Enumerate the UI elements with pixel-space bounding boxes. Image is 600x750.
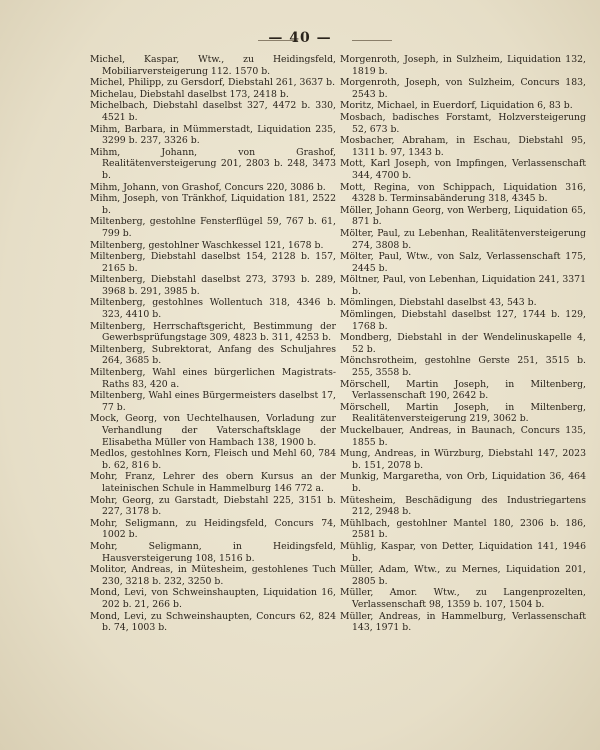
index-entry: Mönchsrotheim, gestohlne Gerste 251, 3515 b. 255, 3558 b. (340, 355, 586, 379)
index-entry: Mihm, Johann, von Grashof, Realitätenversteigerung 201, 2803 b. 248, 3473 b. (90, 146, 336, 181)
index-entry: Möller, Johann Georg, von Werberg, Liquidation 65, 871 b. (340, 204, 586, 228)
index-entry: Mock, Georg, von Uechtelhausen, Vorladung zur Verhandlung der Vaterschaftsklage der Elisabetha Müller von Hambach 138, 1900 b. (90, 413, 336, 448)
index-entry: Michel, Philipp, zu Gersdorf, Diebstahl 261, 3637 b. (90, 77, 336, 89)
index-entry: Miltenberg, Wahl eines Bürgermeisters daselbst 17, 77 b. (90, 390, 336, 413)
index-entry: Morgenroth, Joseph, in Sulzheim, Liquidation 132, 1819 b. (340, 54, 586, 77)
index-entry: Miltenberg, gestohlnes Wollentuch 318, 4346 b. 323, 4410 b. (90, 297, 336, 321)
index-entry: Mölter, Paul, Wtw., von Salz, Verlassenschaft 175, 2445 b. (340, 251, 586, 274)
index-entry: Mütesheim, Beschädigung des Industriegartens 212, 2948 b. (340, 494, 586, 518)
index-entry: Mondberg, Diebstahl in der Wendelinuskapelle 4, 52 b. (340, 332, 586, 355)
index-entry: Mihm, Johann, von Grashof, Concurs 220, 3086 b. (90, 181, 326, 193)
index-entry: Munkig, Margaretha, von Orb, Liquidation 36, 464 b. (340, 471, 586, 494)
index-entry: Möltner, Paul, von Lebenhan, Liquidation 241, 3371 b. (340, 274, 586, 297)
index-entry: Mölter, Paul, zu Lebenhan, Realitätenversteigerung 274, 3808 b. (340, 227, 586, 251)
index-entry: Moritz, Michael, in Euerdorf, Liquidation 6, 83 b. (340, 100, 573, 112)
index-entry: Mohr, Georg, zu Garstadt, Diebstahl 225, 3151 b. 227, 3178 b. (90, 494, 336, 518)
index-entry: Molitor, Andreas, in Mütesheim, gestohlenes Tuch 230, 3218 b. 232, 3250 b. (90, 564, 336, 587)
index-entry: Mömlingen, Diebstahl daselbst 127, 1744 b. 129, 1768 b. (340, 309, 586, 332)
index-entry: Mörschell, Martin Joseph, in Miltenberg, Verlassenschaft 190, 2642 b. (340, 378, 586, 402)
index-entry: Mohr, Seligmann, zu Heidingsfeld, Concurs 74, 1002 b. (90, 517, 336, 541)
index-entry: Muckelbauer, Andreas, in Baunach, Concurs 135, 1855 b. (340, 425, 586, 448)
index-entry: Mott, Karl Joseph, von Impfingen, Verlassenschaft 344, 4700 b. (340, 158, 586, 181)
index-entry: Mott, Regina, von Schippach, Liquidation 316, 4328 b. Terminsabänderung 318, 4345 b. (340, 181, 586, 205)
index-entry: Michel, Kaspar, Wtw., zu Heidingsfeld, Mobiliarversteigerung 112. 1570 b. (90, 54, 336, 77)
index-entry: Mörschell, Martin Joseph, in Miltenberg, Realitätenversteigerung 219, 3062 b. (340, 401, 586, 425)
left-index-column (90, 54, 336, 634)
index-entry: Mömlingen, Diebstahl daselbst 43, 543 b. (340, 297, 537, 309)
index-entry: Michelau, Diebstahl daselbst 173, 2418 b. (90, 88, 289, 100)
index-entry: Mond, Levi, zu Schweinshaupten, Concurs 62, 824 b. 74, 1003 b. (90, 610, 336, 634)
index-entry: Michelbach, Diebstahl daselbst 327, 4472 b. 330, 4521 b. (90, 100, 336, 123)
index-entry: Mosbacher, Abraham, in Eschau, Diebstahl 95, 1311 b. 97, 1343 b. (340, 135, 586, 158)
index-entry: Miltenberg, Subrektorat, Anfang des Schuljahres 264, 3685 b. (90, 343, 336, 367)
index-entry: Miltenberg, Diebstahl daselbst 273, 3793 b. 289, 3968 b. 291, 3985 b. (90, 274, 336, 297)
index-entry: Medlos, gestohlnes Korn, Fleisch und Mehl 60, 784 b. 62, 816 b. (90, 448, 336, 471)
index-entry: Mühlig, Kaspar, von Detter, Liquidation 141, 1946 b. (340, 540, 586, 564)
index-entry: Miltenberg, gestohlne Fensterflügel 59, 767 b. 61, 799 b. (90, 216, 336, 239)
index-entry: Mosbach, badisches Forstamt, Holzversteigerung 52, 673 b. (340, 111, 586, 135)
right-index-column (340, 54, 586, 634)
index-entry: Mihm, Barbara, in Mümmerstadt, Liquidation 235, 3299 b. 237, 3326 b. (90, 123, 336, 147)
index-entry: Mühlbach, gestohlner Mantel 180, 2306 b. 186, 2581 b. (340, 517, 586, 541)
page-number: — 40 — (268, 30, 332, 46)
index-entry: Mohr, Seligmann, in Heidingsfeld, Hausversteigerung 108, 1516 b. (90, 540, 336, 564)
index-entry: Mung, Andreas, in Würzburg, Diebstahl 147, 2023 b. 151, 2078 b. (340, 448, 586, 471)
index-entry: Miltenberg, gestohlner Waschkessel 121, 1678 b. (90, 239, 324, 251)
index-entry: Mond, Levi, von Schweinshaupten, Liquidation 16, 202 b. 21, 266 b. (90, 587, 336, 610)
index-entry: Müller, Amor. Wtw., zu Langenprozelten, Verlassenschaft 98, 1359 b. 107, 1504 b. (340, 587, 586, 610)
index-entry: Miltenberg, Diebstahl daselbst 154, 2128 b. 157, 2165 b. (90, 251, 336, 274)
index-entry: Miltenberg, Herrschaftsgericht, Bestimmung der Gewerbsprüfungstage 309, 4823 b. 311, 4253 b. (90, 320, 336, 344)
index-entry: Mohr, Franz, Lehrer des obern Kursus an der lateinischen Schule in Hammelburg 146 772 a. (90, 471, 336, 494)
index-entry: Müller, Andreas, in Hammelburg, Verlassenschaft 143, 1971 b. (340, 610, 586, 634)
index-entry: Mihm, Joseph, von Tränkhof, Liquidation 181, 2522 b. (90, 193, 336, 216)
index-entry: Miltenberg, Wahl eines bürgerlichen Magistrats-Raths 83, 420 a. (90, 367, 336, 390)
index-entry: Morgenroth, Joseph, von Sulzheim, Concurs 183, 2543 b. (340, 77, 586, 100)
index-entry: Müller, Adam, Wtw., zu Mernes, Liquidation 201, 2805 b. (340, 564, 586, 587)
